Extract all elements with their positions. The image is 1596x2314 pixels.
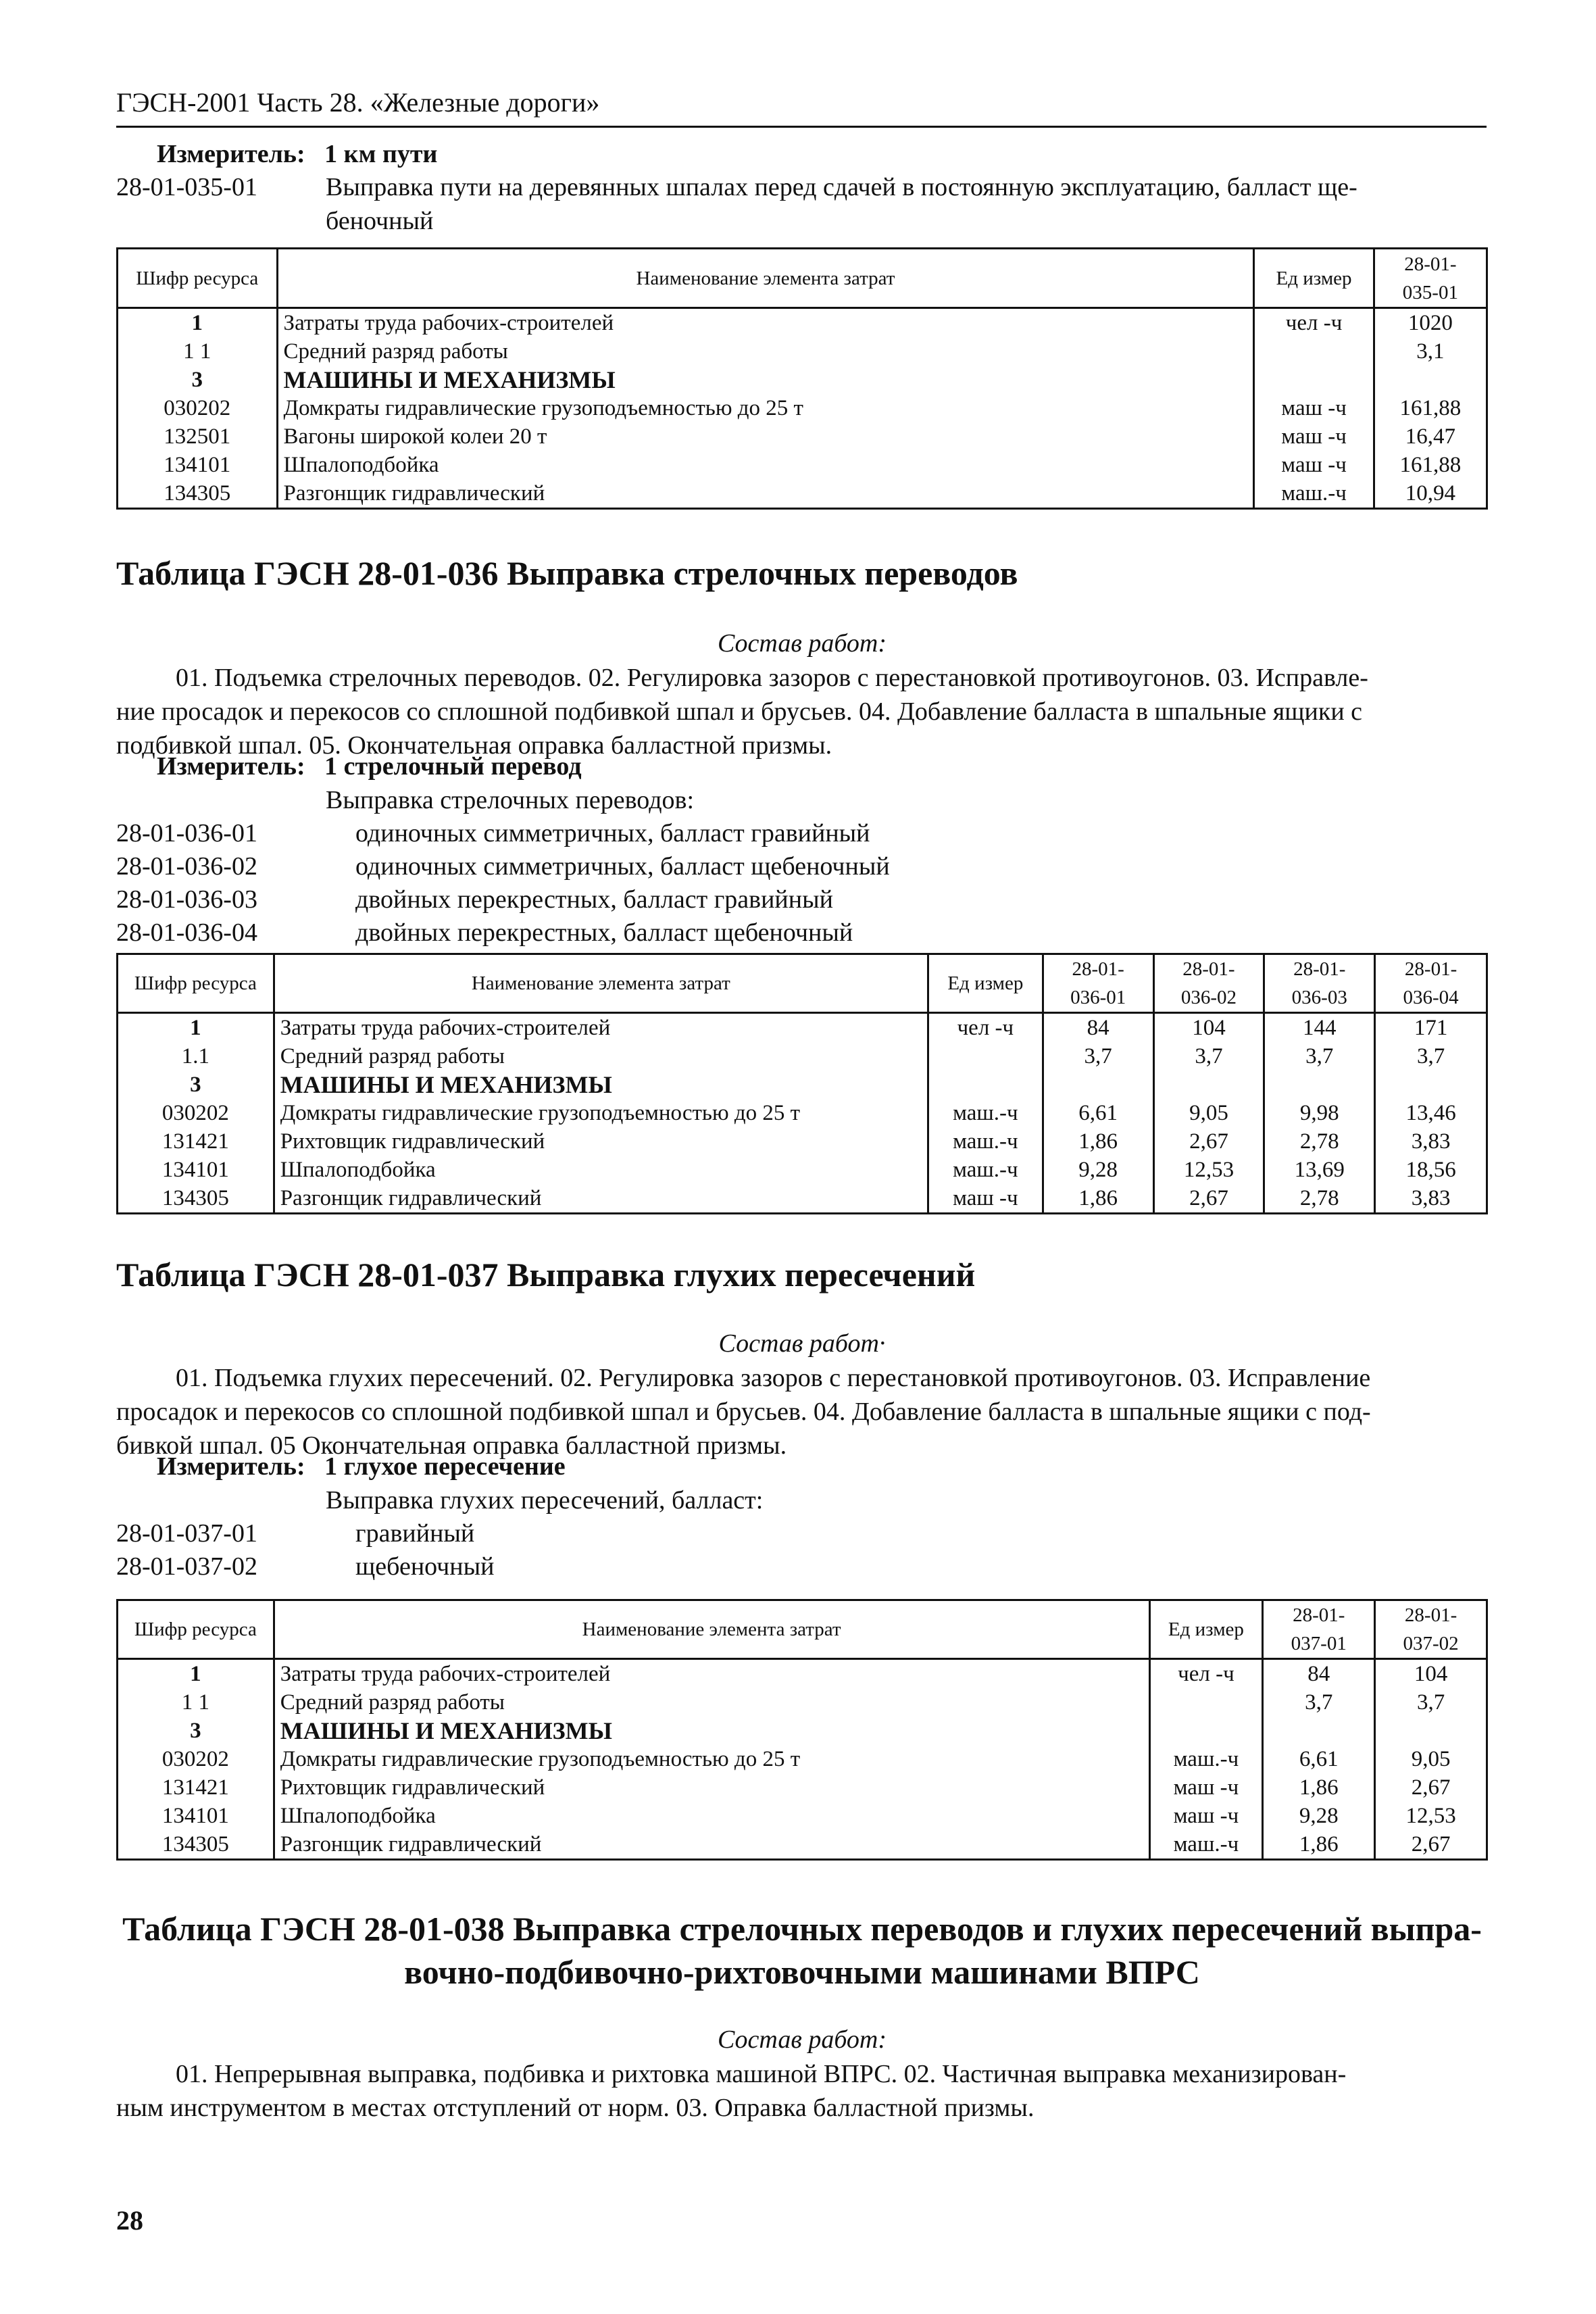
cell-value: 2,78 — [1264, 1127, 1375, 1156]
cell-value: 84 — [1263, 1659, 1375, 1689]
code-list-037 — [116, 1484, 763, 1583]
cell-unit: чел -ч — [1149, 1659, 1263, 1689]
sostav-text-037 — [116, 1361, 1488, 1462]
cell-value: 13,46 — [1375, 1099, 1487, 1127]
cell-code: 134305 — [118, 479, 278, 509]
code-list-intro: Выправка стрелочных переводов: — [326, 786, 695, 814]
table-row — [118, 1013, 1487, 1043]
cell-value: 9,05 — [1153, 1099, 1264, 1127]
cell-code: 3 — [118, 1070, 274, 1099]
cell-name: Домкраты гидравлические грузоподъемностью до 25 т — [274, 1745, 1149, 1773]
cell-value: 84 — [1043, 1013, 1153, 1043]
table-035 — [116, 247, 1488, 510]
cell-name: Вагоны широкой колеи 20 т — [277, 422, 1254, 451]
cell-name: Средний разряд работы — [277, 337, 1254, 366]
cell-unit: маш.-ч — [928, 1127, 1043, 1156]
cell-name: Разгонщик гидравлический — [277, 479, 1254, 509]
cell-value: 1,86 — [1263, 1830, 1375, 1860]
cell-value: 9,28 — [1263, 1802, 1375, 1830]
cell-value — [1375, 1717, 1487, 1745]
cell-value: 10,94 — [1374, 479, 1487, 509]
cell-unit: маш -ч — [928, 1184, 1043, 1214]
table-row — [118, 1156, 1487, 1184]
cell-value — [1264, 1070, 1375, 1099]
cell-value: 1,86 — [1043, 1184, 1153, 1214]
table-row — [118, 308, 1487, 338]
th-col-1: 28-01- 036-01 — [1043, 954, 1153, 1013]
code-list-item — [116, 1550, 763, 1583]
th-code: Шифр ресурса — [118, 954, 274, 1013]
sostav-038-line1: 01. Непрерывная выправка, подбивка и рихтовка машиной ВПРС. 02. Частичная выправка механизирован- — [176, 2060, 1347, 2088]
measure-label: Измеритель: — [157, 140, 305, 168]
table-row — [118, 1042, 1487, 1070]
th-unit: Ед измер — [928, 954, 1043, 1013]
th-unit: Ед измер — [1149, 1600, 1263, 1659]
sostav-036-line2: ние просадок и перекосов со сплошной подбивкой шпал и брусьев. 04. Добавление балласта в шпальные ящики с — [116, 697, 1363, 726]
cell-value: 3,1 — [1374, 337, 1487, 366]
cell-unit — [928, 1070, 1043, 1099]
cell-value: 1020 — [1374, 308, 1487, 338]
norm-variant: щебеночный — [355, 1552, 495, 1581]
cell-code: 1 — [118, 308, 278, 338]
cell-value — [1375, 1070, 1487, 1099]
cell-value: 161,88 — [1374, 394, 1487, 422]
norm-code: 28-01-036-03 — [116, 885, 257, 914]
section-title-038-line2: вочно-подбивочно-рихтовочными машинами ВПРС — [404, 1953, 1200, 1991]
section-title-037: Таблица ГЭСН 28-01-037 Выправка глухих пересечений — [116, 1256, 976, 1294]
cell-value: 2,67 — [1153, 1184, 1264, 1214]
table-row — [118, 366, 1487, 394]
sostav-036-line1: 01. Подъемка стрелочных переводов. 02. Регулировка зазоров с перестановкой противоугонов. 03. Исправле- — [176, 664, 1368, 692]
cell-code: 1 — [118, 1013, 274, 1043]
cell-unit: маш.-ч — [1149, 1830, 1263, 1860]
th-col-1: 28-01- 037-01 — [1263, 1600, 1375, 1659]
cell-code: 134305 — [118, 1184, 274, 1214]
table-037-body — [118, 1659, 1487, 1860]
cell-unit: маш.-ч — [1254, 479, 1374, 509]
code-list-items — [116, 1517, 763, 1583]
measure-line-1 — [157, 139, 437, 169]
norm-code: 28-01-035-01 — [116, 173, 257, 201]
cell-value: 9,28 — [1043, 1156, 1153, 1184]
cell-code: 1 1 — [118, 337, 278, 366]
cell-value: 2,67 — [1375, 1773, 1487, 1802]
table-row — [118, 1184, 1487, 1214]
cell-unit: маш -ч — [1254, 422, 1374, 451]
measure-value: 1 км пути — [324, 140, 438, 168]
cell-code: 030202 — [118, 1745, 274, 1773]
code-list-item — [116, 850, 890, 883]
table-row — [118, 1127, 1487, 1156]
cell-code: 1.1 — [118, 1042, 274, 1070]
table-row — [118, 1070, 1487, 1099]
cell-value: 3,83 — [1375, 1184, 1487, 1214]
cell-unit: чел -ч — [928, 1013, 1043, 1043]
sostav-text-038 — [116, 2057, 1488, 2125]
table-row — [118, 1688, 1487, 1717]
th-code: Шифр ресурса — [118, 1600, 274, 1659]
sostav-text-036 — [116, 661, 1488, 762]
cell-code: 3 — [118, 1717, 274, 1745]
cell-unit — [928, 1042, 1043, 1070]
norm-code: 28-01-036-01 — [116, 819, 257, 847]
th-col: 28-01- 035-01 — [1374, 249, 1487, 308]
measure-label: Измеритель: — [157, 752, 305, 781]
cell-value: 1,86 — [1043, 1127, 1153, 1156]
table-037 — [116, 1599, 1488, 1861]
cell-unit — [1254, 366, 1374, 394]
cell-code: 132501 — [118, 422, 278, 451]
cell-value: 3,7 — [1375, 1688, 1487, 1717]
cell-unit — [1254, 337, 1374, 366]
table-row — [118, 1745, 1487, 1773]
cell-value: 3,7 — [1375, 1042, 1487, 1070]
table-036-body — [118, 1013, 1487, 1214]
cell-value: 3,7 — [1153, 1042, 1264, 1070]
code-list-items — [116, 817, 890, 950]
norm-code: 28-01-036-04 — [116, 918, 257, 947]
sostav-label-036: Состав работ: — [717, 629, 887, 658]
cell-value: 161,88 — [1374, 451, 1487, 479]
cell-value: 3,83 — [1375, 1127, 1487, 1156]
th-name: Наименование элемента затрат — [277, 249, 1254, 308]
norm-code: 28-01-036-02 — [116, 852, 257, 881]
cell-value: 3,7 — [1264, 1042, 1375, 1070]
cell-value — [1153, 1070, 1264, 1099]
cell-code: 030202 — [118, 1099, 274, 1127]
cell-value — [1374, 366, 1487, 394]
th-col-4: 28-01- 036-04 — [1375, 954, 1487, 1013]
cell-value: 2,78 — [1264, 1184, 1375, 1214]
sostav-038-line2: ным инструментом в местах отступлений от норм. 03. Оправка балластной призмы. — [116, 2094, 1034, 2122]
norm-variant: двойных перекрестных, балласт гравийный — [355, 885, 833, 914]
norm-code: 28-01-037-01 — [116, 1519, 257, 1548]
measure-value: 1 глухое пересечение — [324, 1452, 566, 1481]
norm-variant: одиночных симметричных, балласт щебеночный — [355, 852, 890, 881]
code-list-item — [116, 883, 890, 916]
cell-value: 3,7 — [1043, 1042, 1153, 1070]
cell-code: 3 — [118, 366, 278, 394]
measure-label: Измеритель: — [157, 1452, 305, 1481]
cell-value — [1263, 1717, 1375, 1745]
cell-unit: маш -ч — [1254, 394, 1374, 422]
table-row — [118, 1773, 1487, 1802]
table-row — [118, 1802, 1487, 1830]
cell-code: 134101 — [118, 1156, 274, 1184]
cell-name: Затраты труда рабочих-строителей — [274, 1013, 928, 1043]
cell-name: Рихтовщик гидравлический — [274, 1127, 928, 1156]
code-list-036 — [116, 784, 890, 950]
th-unit: Ед измер — [1254, 249, 1374, 308]
cell-name: Затраты труда рабочих-строителей — [277, 308, 1254, 338]
table-row — [118, 1659, 1487, 1689]
cell-value: 9,05 — [1375, 1745, 1487, 1773]
code-list-item — [116, 1517, 763, 1550]
cell-value: 13,69 — [1264, 1156, 1375, 1184]
norm-code: 28-01-037-02 — [116, 1552, 257, 1581]
th-name: Наименование элемента затрат — [274, 954, 928, 1013]
cell-name: МАШИНЫ И МЕХАНИЗМЫ — [274, 1717, 1149, 1745]
cell-code: 030202 — [118, 394, 278, 422]
norm-variant: гравийный — [355, 1519, 475, 1548]
cell-value: 12,53 — [1375, 1802, 1487, 1830]
th-col-3: 28-01- 036-03 — [1264, 954, 1375, 1013]
cell-name: Домкраты гидравлические грузоподъемностью до 25 т — [274, 1099, 928, 1127]
cell-value: 18,56 — [1375, 1156, 1487, 1184]
cell-name: Рихтовщик гидравлический — [274, 1773, 1149, 1802]
table-row — [118, 1099, 1487, 1127]
cell-name: Затраты труда рабочих-строителей — [274, 1659, 1149, 1689]
cell-code: 1 1 — [118, 1688, 274, 1717]
table-row — [118, 1830, 1487, 1860]
cell-name: Шпалоподбойка — [274, 1156, 928, 1184]
table-row — [118, 394, 1487, 422]
sostav-037-line1: 01. Подъемка глухих пересечений. 02. Регулировка зазоров с перестановкой противоугонов. 03. Исправление — [176, 1364, 1371, 1392]
cell-code: 1 — [118, 1659, 274, 1689]
cell-code: 134305 — [118, 1830, 274, 1860]
code-list-intro: Выправка глухих пересечений, балласт: — [326, 1486, 764, 1515]
cell-value: 6,61 — [1043, 1099, 1153, 1127]
cell-code: 131421 — [118, 1773, 274, 1802]
measure-line-3 — [157, 1452, 566, 1481]
cell-unit: маш.-ч — [1149, 1745, 1263, 1773]
table-row — [118, 1717, 1487, 1745]
th-code: Шифр ресурса — [118, 249, 278, 308]
cell-unit: маш -ч — [1149, 1773, 1263, 1802]
header-rule — [116, 126, 1487, 128]
cell-unit: маш -ч — [1254, 451, 1374, 479]
sostav-label-038: Состав работ: — [717, 2025, 887, 2054]
norm-desc-line1: Выправка пути на деревянных шпалах перед сдачей в постоянную эксплуатацию, балласт ще- — [326, 173, 1357, 201]
th-col-2: 28-01- 037-02 — [1375, 1600, 1487, 1659]
measure-line-2 — [157, 752, 582, 781]
sostav-label-037: Состав работ· — [718, 1329, 886, 1358]
cell-value: 6,61 — [1263, 1745, 1375, 1773]
table-row — [118, 422, 1487, 451]
section-title-038-line1: Таблица ГЭСН 28-01-038 Выправка стрелочных переводов и глухих пересечений выпра- — [122, 1910, 1482, 1948]
page-number: 28 — [116, 2205, 143, 2236]
cell-value: 1,86 — [1263, 1773, 1375, 1802]
cell-value: 104 — [1153, 1013, 1264, 1043]
cell-name: Средний разряд работы — [274, 1042, 928, 1070]
cell-value: 171 — [1375, 1013, 1487, 1043]
cell-value: 2,67 — [1153, 1127, 1264, 1156]
table-row — [118, 337, 1487, 366]
cell-name: МАШИНЫ И МЕХАНИЗМЫ — [274, 1070, 928, 1099]
norm-035-description — [116, 170, 1488, 238]
section-title-038 — [116, 1907, 1488, 1994]
cell-name: Средний разряд работы — [274, 1688, 1149, 1717]
table-row — [118, 479, 1487, 509]
code-list-item — [116, 916, 890, 950]
sostav-037-line2: просадок и перекосов со сплошной подбивкой шпал и брусьев. 04. Добавление балласта в шпальные ящики с под- — [116, 1398, 1371, 1426]
cell-value: 12,53 — [1153, 1156, 1264, 1184]
cell-unit: чел -ч — [1254, 308, 1374, 338]
cell-value: 104 — [1375, 1659, 1487, 1689]
table-035-body — [118, 308, 1487, 509]
cell-name: Шпалоподбойка — [274, 1802, 1149, 1830]
norm-variant: двойных перекрестных, балласт щебеночный — [355, 918, 853, 947]
cell-unit — [1149, 1688, 1263, 1717]
cell-unit: маш.-ч — [928, 1099, 1043, 1127]
cell-value: 144 — [1264, 1013, 1375, 1043]
running-header: ГЭСН-2001 Часть 28. «Железные дороги» — [116, 87, 600, 118]
cell-name: Разгонщик гидравлический — [274, 1830, 1149, 1860]
cell-value: 3,7 — [1263, 1688, 1375, 1717]
cell-code: 134101 — [118, 1802, 274, 1830]
table-036 — [116, 953, 1488, 1214]
cell-value: 16,47 — [1374, 422, 1487, 451]
sostav-036-line3: подбивкой шпал. 05. Окончательная оправка балластной призмы. — [116, 731, 832, 760]
code-list-item — [116, 817, 890, 850]
cell-unit: маш -ч — [1149, 1802, 1263, 1830]
cell-name: МАШИНЫ И МЕХАНИЗМЫ — [277, 366, 1254, 394]
measure-value: 1 стрелочный перевод — [324, 752, 582, 781]
cell-value: 2,67 — [1375, 1830, 1487, 1860]
cell-name: Разгонщик гидравлический — [274, 1184, 928, 1214]
cell-value: 9,98 — [1264, 1099, 1375, 1127]
cell-unit — [1149, 1717, 1263, 1745]
cell-code: 134101 — [118, 451, 278, 479]
cell-code: 131421 — [118, 1127, 274, 1156]
th-col-2: 28-01- 036-02 — [1153, 954, 1264, 1013]
section-title-036: Таблица ГЭСН 28-01-036 Выправка стрелочных переводов — [116, 554, 1018, 592]
cell-name: Шпалоподбойка — [277, 451, 1254, 479]
cell-value — [1043, 1070, 1153, 1099]
cell-unit: маш.-ч — [928, 1156, 1043, 1184]
cell-name: Домкраты гидравлические грузоподъемностью до 25 т — [277, 394, 1254, 422]
table-row — [118, 451, 1487, 479]
norm-desc-line2: беночный — [326, 207, 434, 235]
th-name: Наименование элемента затрат — [274, 1600, 1149, 1659]
sostav-037-line3: бивкой шпал. 05 Окончательная оправка балластной призмы. — [116, 1431, 787, 1460]
norm-variant: одиночных симметричных, балласт гравийный — [355, 819, 870, 847]
